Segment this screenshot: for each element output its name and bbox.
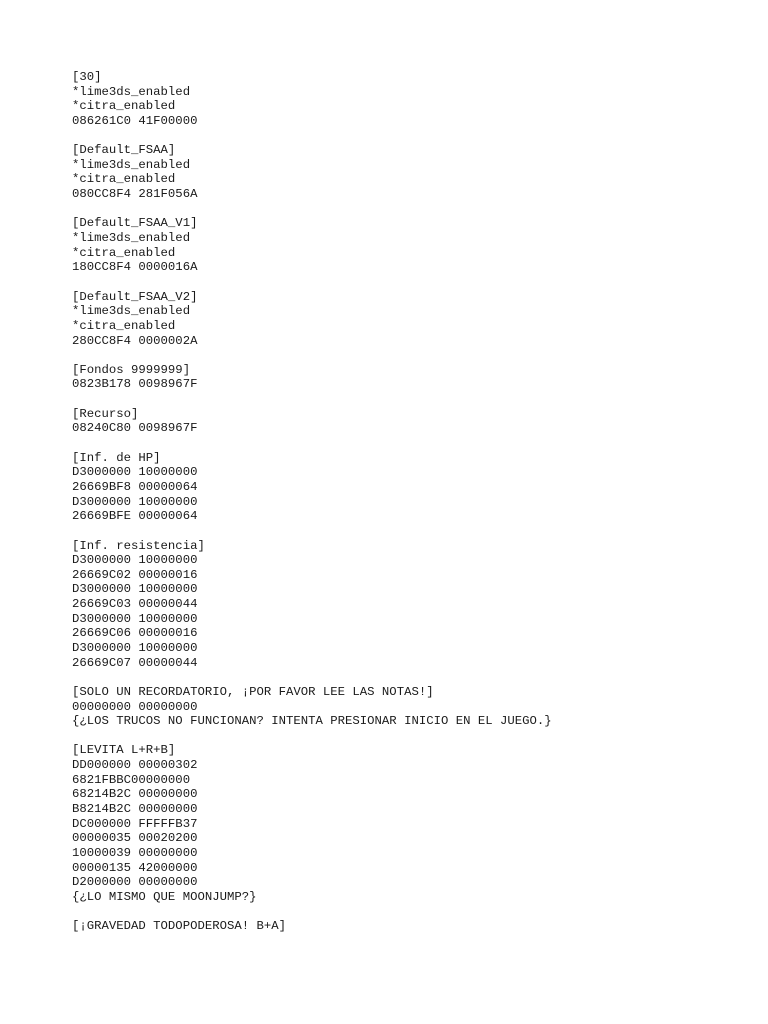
code-line: D3000000 10000000 (72, 640, 198, 655)
blank-line (72, 729, 552, 744)
code-line: D3000000 10000000 (72, 494, 198, 509)
cheat-title: [Default_FSAA] (72, 143, 176, 158)
code-line: 080CC8F4 281F056A (72, 187, 198, 202)
cheat-note: {¿LOS TRUCOS NO FUNCIONAN? INTENTA PRESIONAR INICIO EN EL JUEGO.} (72, 714, 552, 729)
code-line: 00000135 42000000 (72, 860, 198, 875)
blank-line (72, 670, 552, 685)
cheat-title: [Default_FSAA_V2] (72, 289, 198, 304)
blank-line (72, 436, 552, 451)
emulator-flag: *lime3ds_enabled (72, 84, 191, 99)
code-line: DD000000 00000302 (72, 758, 198, 773)
code-line: D2000000 00000000 (72, 875, 198, 890)
code-line: 26669BFE 00000064 (72, 509, 198, 524)
cheat-note: {¿LO MISMO QUE MOONJUMP?} (72, 889, 257, 904)
code-line: 26669C06 00000016 (72, 626, 198, 641)
blank-line (72, 524, 552, 539)
emulator-flag: *citra_enabled (72, 172, 176, 187)
cheat-title: [Inf. de HP] (72, 450, 161, 465)
blank-line (72, 202, 552, 217)
code-line: D3000000 10000000 (72, 465, 198, 480)
code-line: 26669C03 00000044 (72, 597, 198, 612)
code-line: B8214B2C 00000000 (72, 802, 198, 817)
code-line: DC000000 FFFFFB37 (72, 816, 198, 831)
blank-line (72, 905, 552, 920)
code-line: 26669C02 00000016 (72, 567, 198, 582)
code-line: D3000000 10000000 (72, 611, 198, 626)
code-line: 180CC8F4 0000016A (72, 260, 198, 275)
code-line: 6821FBBC00000000 (72, 772, 191, 787)
code-line: 280CC8F4 0000002A (72, 333, 198, 348)
cheat-title: [LEVITA L+R+B] (72, 743, 176, 758)
blank-line (72, 129, 552, 144)
code-line: 00000035 00020200 (72, 831, 198, 846)
cheat-title: [Recurso] (72, 406, 139, 421)
emulator-flag: *lime3ds_enabled (72, 157, 191, 172)
code-line: 26669BF8 00000064 (72, 479, 198, 494)
blank-line (72, 348, 552, 363)
emulator-flag: *lime3ds_enabled (72, 231, 191, 246)
emulator-flag: *lime3ds_enabled (72, 304, 191, 319)
emulator-flag: *citra_enabled (72, 318, 176, 333)
code-line: 00000000 00000000 (72, 699, 198, 714)
emulator-flag: *citra_enabled (72, 99, 176, 114)
cheat-title: [Default_FSAA_V1] (72, 216, 198, 231)
code-line: 086261C0 41F00000 (72, 113, 198, 128)
emulator-flag: *citra_enabled (72, 245, 176, 260)
cheat-title: [¡GRAVEDAD TODOPODEROSA! B+A] (72, 919, 287, 934)
cheat-code-document (72, 70, 552, 934)
code-line: D3000000 10000000 (72, 582, 198, 597)
cheat-title: [Fondos 9999999] (72, 362, 191, 377)
cheat-title: [Inf. resistencia] (72, 538, 205, 553)
code-line: 68214B2C 00000000 (72, 787, 198, 802)
blank-line (72, 275, 552, 290)
cheat-title: [30] (72, 70, 102, 84)
blank-line (72, 392, 552, 407)
code-line: D3000000 10000000 (72, 553, 198, 568)
code-line: 0823B178 0098967F (72, 377, 198, 392)
code-line: 08240C80 0098967F (72, 421, 198, 436)
code-line: 26669C07 00000044 (72, 655, 198, 670)
cheat-title: [SOLO UN RECORDATORIO, ¡POR FAVOR LEE LAS NOTAS!] (72, 684, 434, 699)
code-line: 10000039 00000000 (72, 845, 198, 860)
